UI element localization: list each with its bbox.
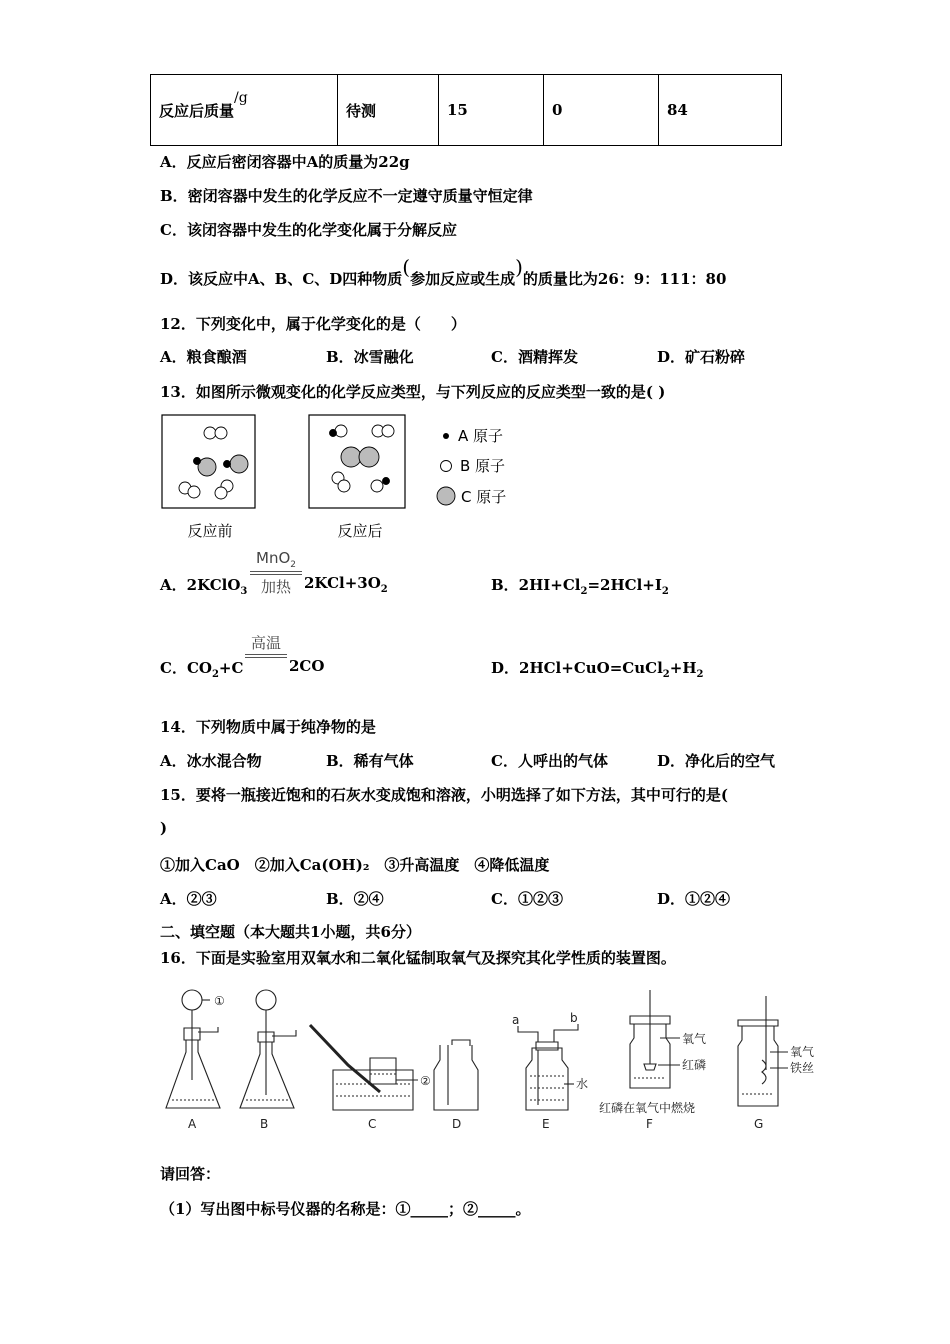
label-g-oxygen: 氧气: [790, 1045, 815, 1059]
legend-b-atom: [441, 461, 452, 472]
q11-option-b: B．密闭容器中发生的化学反应不一定遵守质量守恒定律: [160, 187, 533, 205]
apparatus-d: [434, 1040, 478, 1110]
mark-1: ①: [214, 994, 225, 1008]
mark-2: ②: [420, 1074, 431, 1088]
apparatus-b: [240, 990, 296, 1108]
paren-left: (: [402, 255, 411, 279]
label-water: 水: [576, 1077, 589, 1091]
q15-option-b: B．②④: [326, 890, 384, 908]
q13-option-c: C．$CO_2+C$: [160, 659, 244, 680]
table-cell: 0: [544, 75, 659, 146]
q15-option-a: A．②③: [160, 890, 217, 908]
label-C: C: [368, 1117, 377, 1131]
unit-label: /g: [234, 89, 248, 106]
before-label: 反应前: [187, 522, 233, 540]
q11-option-c: C．该闭容器中发生的化学变化属于分解反应: [160, 221, 457, 239]
label-A: A: [188, 1117, 197, 1131]
q15-stem-end: ): [160, 819, 168, 837]
table-row-label: 反应后质量/g: [151, 75, 338, 146]
q13-option-d: D．$2HCl+CuO=CuCl_2+H_2$: [491, 659, 704, 680]
q15-stem: 15．要将一瓶接近饱和的石灰水变成饱和溶液，小明选择了如下方法，其中可行的是(: [160, 786, 728, 804]
q12-option-d: D．矿石粉碎: [657, 348, 746, 366]
q13-option-b: B．$2HI+Cl_2=2HCl+I_2$: [491, 576, 669, 597]
q15-methods: ①加入CaO ②加入Ca(OH)₂ ③升高温度 ④降低温度: [160, 856, 550, 874]
legend-b: B 原子: [460, 457, 506, 475]
after-molecules: [330, 425, 395, 492]
after-label: 反应后: [337, 522, 383, 540]
label-G: G: [754, 1117, 764, 1131]
apparatus-c: [310, 1025, 418, 1110]
label-iron-wire: 铁丝: [790, 1061, 815, 1075]
reaction-condition: MnO$_2$ 加热: [250, 549, 302, 597]
table-cell: 待测: [338, 75, 439, 146]
paren-right: ): [515, 255, 523, 279]
apparatus-g: [738, 996, 788, 1106]
q14-stem: 14．下列物质中属于纯净物的是: [160, 718, 376, 736]
q11-d-post: 的质量比为26：9：111：80: [522, 270, 727, 288]
q14-option-d: D．净化后的空气: [657, 752, 776, 770]
q11-d-mid: 参加反应或生成: [410, 270, 516, 288]
high-temp-condition: 高温: [245, 632, 287, 659]
label-f-oxygen: 氧气: [682, 1032, 707, 1046]
table-cell: 84: [659, 75, 782, 146]
q14-option-c: C．人呼出的气体: [491, 752, 608, 770]
label-E: E: [542, 1117, 550, 1131]
q12-stem: 12．下列变化中，属于化学变化的是（ ）: [160, 315, 466, 333]
legend-c-atom: [437, 487, 455, 505]
q14-option-b: B．稀有气体: [326, 752, 414, 770]
label-F: F: [646, 1117, 653, 1131]
q16-sub1: （1）写出图中标号仪器的名称是：①_____；②_____。: [160, 1200, 531, 1218]
q16-stem: 16．下面是实验室用双氧水和二氧化锰制取氧气及探究其化学性质的装置图。: [160, 949, 676, 967]
q14-option-a: A．冰水混合物: [160, 752, 262, 770]
q15-option-c: C．①②③: [491, 890, 563, 908]
q13-option-c-product: 2CO: [289, 657, 325, 675]
q13-option-a-products: $2KCl+3O_2$: [304, 574, 388, 595]
q12-option-a: A．粮食酿酒: [160, 348, 247, 366]
section-title: 二、填空题（本大题共1小题，共6分）: [160, 923, 421, 941]
q15-option-d: D．①②④: [657, 890, 731, 908]
before-molecules: [179, 427, 248, 499]
label-D: D: [452, 1117, 462, 1131]
legend-a: A 原子: [458, 427, 504, 445]
label-b-port: b: [570, 1011, 578, 1025]
f-caption: 红磷在氧气中燃烧: [599, 1101, 696, 1115]
q13-stem: 13．如图所示微观变化的化学反应类型，与下列反应的反应类型一致的是( ): [160, 383, 666, 401]
legend-c: C 原子: [461, 488, 507, 506]
label-B: B: [260, 1117, 269, 1131]
apparatus-figure: [150, 980, 840, 1140]
legend-a-atom: [443, 433, 449, 439]
q12-option-c: C．酒精挥发: [491, 348, 578, 366]
apparatus-f: [630, 990, 680, 1088]
q11-option-d: [160, 255, 727, 289]
q11-d-pre: D．该反应中A、B、C、D四种物质: [160, 270, 403, 288]
q13-option-a: A．2KClO$_3$: [160, 576, 248, 597]
apparatus-a: [166, 990, 220, 1108]
q12-option-b: B．冰雪融化: [326, 348, 414, 366]
mass-table: [150, 74, 782, 146]
q11-option-a: A．反应后密闭容器中A的质量为22g: [160, 153, 410, 171]
apparatus-e: [518, 1024, 578, 1110]
micro-reaction-figure: [155, 410, 535, 545]
label-phosphorus: 红磷: [682, 1058, 707, 1072]
table-cell: 15: [439, 75, 544, 146]
label-a-port: a: [512, 1013, 520, 1027]
answer-intro: 请回答：: [160, 1165, 221, 1183]
